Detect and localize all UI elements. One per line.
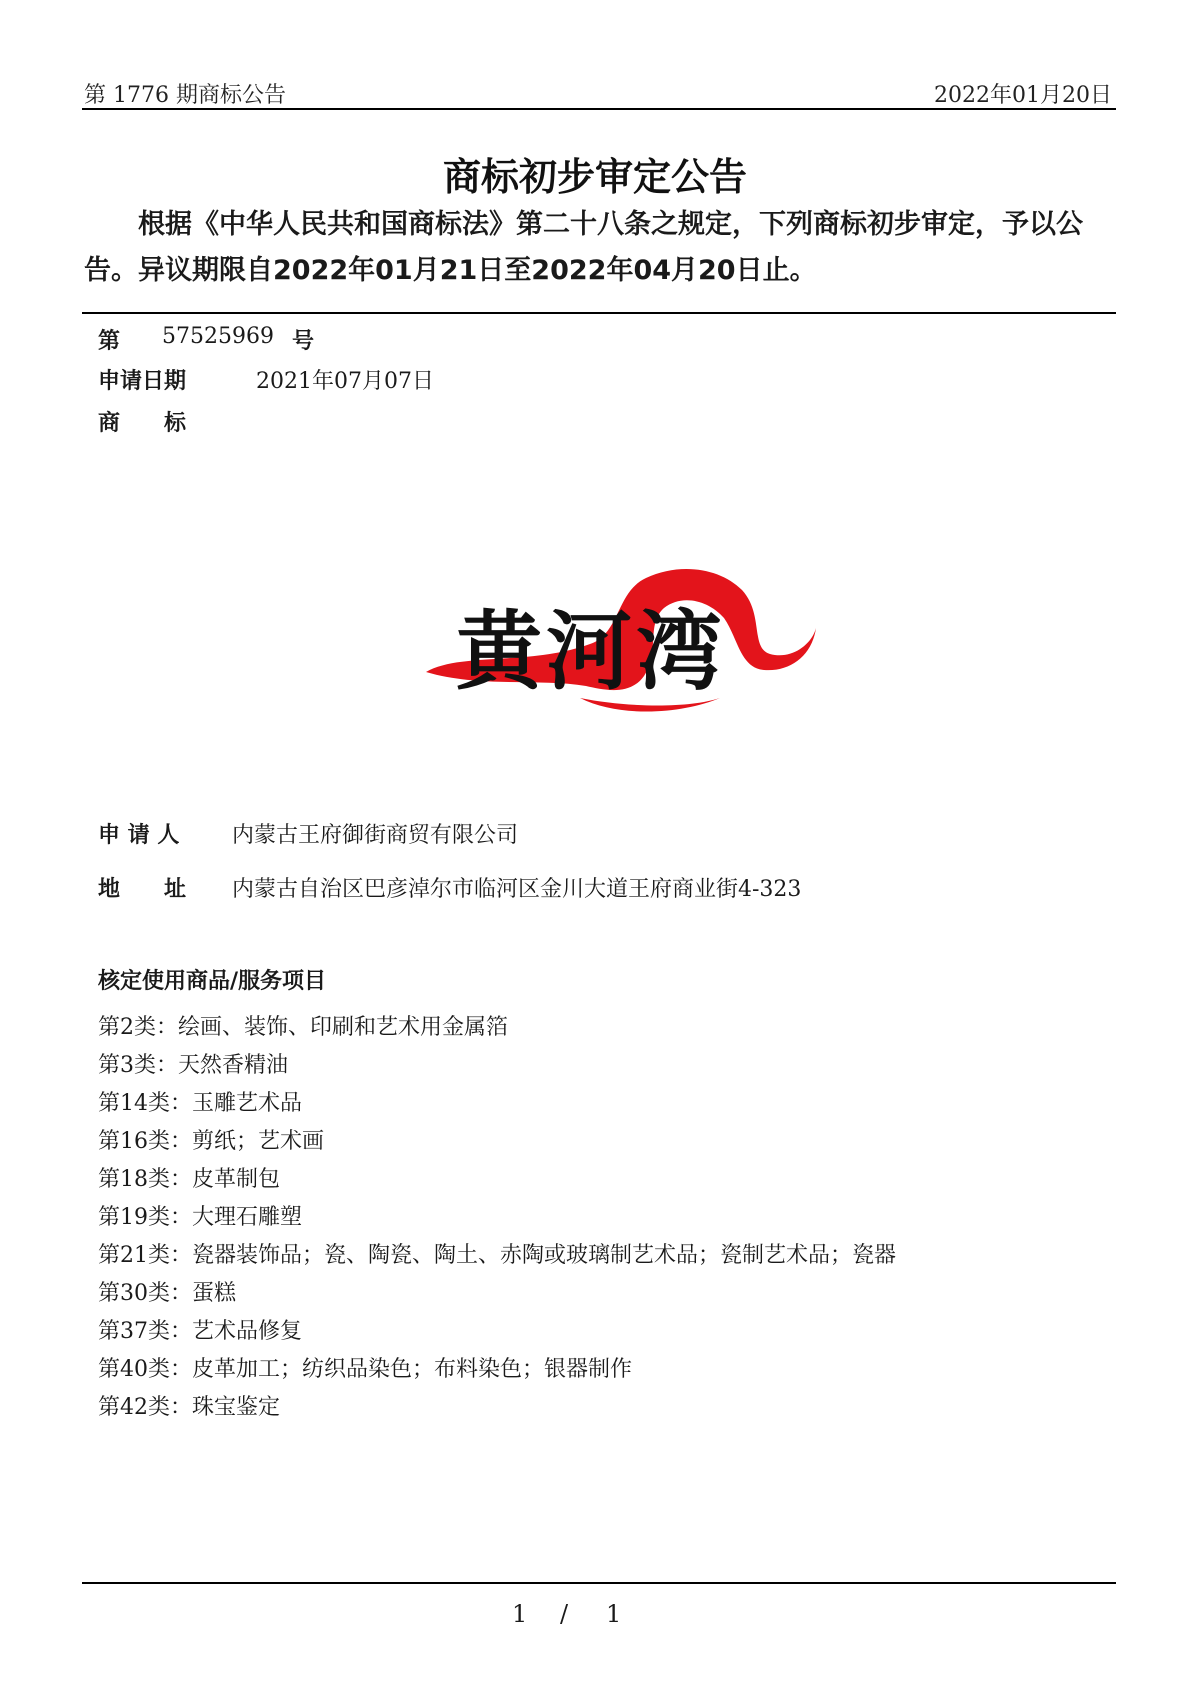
trademark-logo-text: 黄河湾 [456, 602, 726, 702]
application-date-label: 申请日期 [98, 369, 187, 394]
trademark-logo [420, 548, 820, 718]
goods-class-item: 第21类：瓷器装饰品；瓷、陶瓷、陶土、赤陶或玻璃制艺术品；瓷制艺术品；瓷器 [98, 1243, 896, 1268]
goods-class-item: 第19类：大理石雕塑 [98, 1205, 302, 1230]
goods-class-item: 第37类：艺术品修复 [98, 1319, 302, 1344]
issue-number: 第 1776 期商标公告 [84, 83, 286, 108]
goods-class-item: 第2类：绘画、装饰、印刷和艺术用金属箔 [98, 1015, 508, 1040]
page-total: 1 [606, 1600, 622, 1628]
applicant-label: 申 请 人 [98, 823, 180, 848]
goods-class-item: 第14类：玉雕艺术品 [98, 1091, 302, 1116]
header-rule [82, 108, 1116, 110]
applicant-address: 内蒙古自治区巴彦淖尔市临河区金川大道王府商业街4-323 [232, 877, 802, 902]
trademark-label: 商 标 [98, 411, 187, 436]
number-label-prefix: 第 [98, 329, 121, 354]
page-current: 1 [512, 1600, 528, 1628]
section-rule [82, 312, 1116, 314]
application-date: 2021年07月07日 [256, 369, 434, 394]
goods-class-item: 第18类：皮革制包 [98, 1167, 280, 1192]
applicant-name: 内蒙古王府御街商贸有限公司 [232, 823, 519, 848]
intro-paragraph: 根据《中华人民共和国商标法》第二十八条之规定，下列商标初步审定，予以公告。异议期限自2022年01月21日至2022年04月20日止。 [84, 209, 1083, 286]
publication-date: 2022年01月20日 [934, 83, 1112, 108]
page-separator: / [560, 1600, 569, 1628]
goods-class-item: 第40类：皮革加工；纺织品染色；布料染色；银器制作 [98, 1357, 632, 1382]
goods-class-item: 第30类：蛋糕 [98, 1281, 236, 1306]
address-label: 地 址 [98, 877, 187, 902]
number-label-suffix: 号 [292, 329, 315, 354]
footer-rule [82, 1582, 1116, 1584]
goods-class-item: 第3类：天然香精油 [98, 1053, 288, 1078]
goods-heading: 核定使用商品/服务项目 [98, 969, 327, 994]
goods-class-item: 第42类：珠宝鉴定 [98, 1395, 280, 1420]
registration-number: 57525969 [162, 324, 274, 349]
page-title: 商标初步审定公告 [442, 155, 747, 199]
goods-class-item: 第16类：剪纸；艺术画 [98, 1129, 324, 1154]
